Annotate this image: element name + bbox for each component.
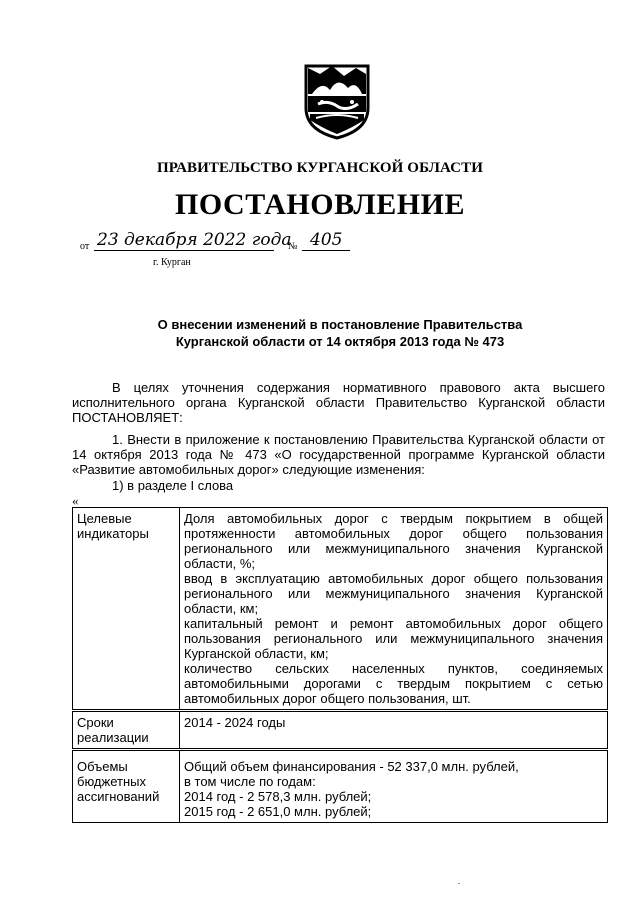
budget-line: 2014 год - 2 578,3 млн. рублей; — [184, 789, 372, 804]
table-row — [73, 750, 608, 823]
item-1-paragraph: 1. Внести в приложение к постановлению Правительства Курганской области от 14 октября 2013 года № 473 «О государственной программе Курганской области «Развитие автомобильных дорог» следующие изменения: — [72, 432, 605, 477]
handwritten-date: 23 декабря 2022 года — [97, 230, 292, 250]
budget-line: в том числе по годам: — [184, 774, 316, 789]
open-quote: « — [72, 493, 79, 508]
date-underline — [94, 250, 274, 251]
row-label-budget: Объемы бюджетных ассигнований — [73, 750, 180, 823]
row-label-indicators: Целевые индикаторы — [73, 508, 180, 711]
indicator-line: количество сельских населенных пунктов, соединяемых автомобильными дорогами с твердым покрытием с сетью автомобильных дорог общего пользования, шт. — [184, 661, 603, 706]
table-row — [73, 711, 608, 750]
row-value-budget — [180, 750, 608, 823]
intro-paragraph: В целях уточнения содержания нормативного правового акта высшего исполнительного органа Курганской области Правительство Курганской области ПОСТАНОВЛЯЕТ: — [72, 380, 605, 425]
period-line: 2014 - 2024 годы — [184, 715, 286, 730]
item-1-1-paragraph: 1) в разделе I слова — [112, 478, 234, 493]
row-value-indicators — [180, 508, 608, 711]
subject-line-2: Курганской области от 14 октября 2013 года № 473 — [175, 334, 505, 349]
row-label-period: Сроки реализации — [73, 711, 180, 750]
from-label: от — [80, 241, 90, 252]
subject-line-1: О внесении изменений в постановление Правительства — [157, 317, 523, 332]
program-passport-table — [72, 507, 608, 823]
document-type-title: ПОСТАНОВЛЕНИЕ — [175, 188, 465, 221]
coat-of-arms-emblem — [302, 60, 372, 140]
government-name: ПРАВИТЕЛЬСТВО КУРГАНСКОЙ ОБЛАСТИ — [157, 160, 483, 176]
city-label: г. Курган — [153, 257, 191, 268]
number-label: № — [288, 241, 298, 252]
scan-speck — [458, 883, 460, 884]
indicator-line: Доля автомобильных дорог с твердым покрытием в общей протяженности автомобильных дорог общего пользования регионального или межмуниципального значения Курганской области, %; — [184, 511, 603, 571]
indicator-line: капитальный ремонт и ремонт автомобильных дорог общего пользования регионального или межмуниципального значения Курганской области, км; — [184, 616, 603, 661]
table-row — [73, 508, 608, 711]
handwritten-number: 405 — [310, 230, 343, 250]
number-underline — [302, 250, 350, 251]
budget-line: 2015 год - 2 651,0 млн. рублей; — [184, 804, 372, 819]
indicator-line: ввод в эксплуатацию автомобильных дорог общего пользования регионального или межмуниципального значения Курганской области, км; — [184, 571, 603, 616]
document-subject — [75, 316, 605, 350]
row-value-period — [180, 711, 608, 750]
budget-line: Общий объем финансирования - 52 337,0 млн. рублей, — [184, 759, 519, 774]
